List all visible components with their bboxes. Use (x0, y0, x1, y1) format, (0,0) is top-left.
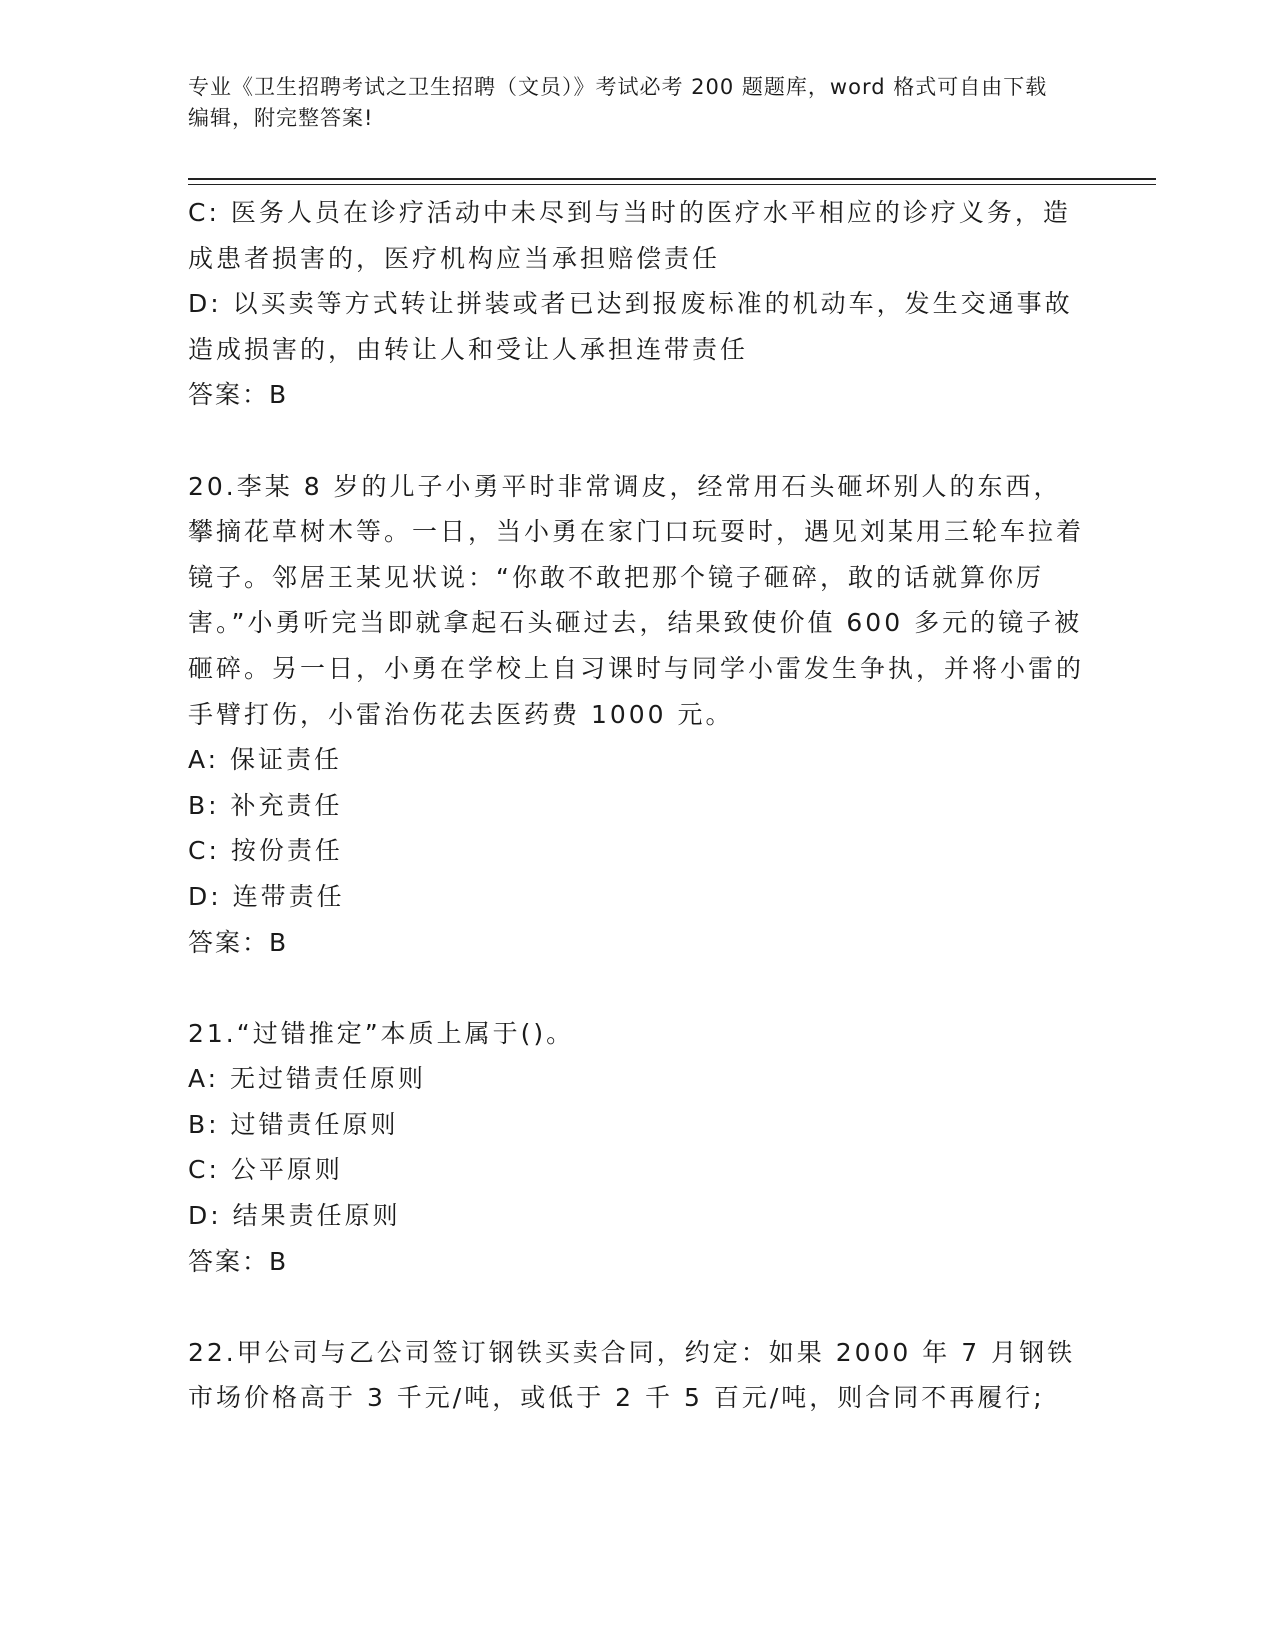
q22-stem: 22.甲公司与乙公司签订钢铁买卖合同，约定：如果 2000 年 7 月钢铁市场价格高于 3 千元/吨，或低于 2 千 5 百元/吨，则合同不再履行; (188, 1337, 1076, 1413)
q21-answer: 答案：B (188, 1246, 289, 1276)
header-divider-thin (188, 184, 1156, 185)
q19-option-c: C: 医务人员在诊疗活动中未尽到与当时的医疗水平相应的诊疗义务，造成患者损害的，医疗机构应当承担赔偿责任 (188, 198, 1071, 273)
q21-stem: 21.“过错推定”本质上属于()。 (188, 1018, 575, 1048)
spacer (188, 965, 1088, 1011)
q21-option-c: C: 公平原则 (188, 1155, 343, 1185)
q21-option-b: B: 过错责任原则 (188, 1109, 399, 1139)
document-header: 专业《卫生招聘考试之卫生招聘（文员）》考试必考 200 题题库，word 格式可自由下载编辑，附完整答案! (188, 75, 1048, 130)
q19-option-d: D: 以买卖等方式转让拼装或者已达到报废标准的机动车，发生交通事故造成损害的，由转让人和受让人承担连带责任 (188, 289, 1073, 364)
q21-option-a: A: 无过错责任原则 (188, 1064, 427, 1094)
q20-option-d: D: 连带责任 (188, 881, 345, 911)
spacer (188, 1284, 1088, 1330)
header-divider-thick (188, 178, 1156, 180)
spacer (188, 418, 1088, 464)
q20-option-a: A: 保证责任 (188, 745, 343, 775)
q20-answer: 答案：B (188, 927, 289, 957)
q20-stem: 20.李某 8 岁的儿子小勇平时非常调皮，经常用石头砸坏别人的东西，攀摘花草树木等。一日，当小勇在家门口玩耍时，遇见刘某用三轮车拉着镜子。邻居王某见状说：“你敢不敢把那个镜子砸碎，敢的话就算你厉害。”小勇听完当即就拿起石头砸过去，结果致使价值 600 多元的镜子被砸碎。另一日，小勇在学校上自习课时与同学小雷发生争执，并将小雷的手臂打伤，小雷治伤花去医药费 1000 元。 (188, 471, 1085, 729)
document-body (188, 190, 1088, 1421)
q20-option-c: C: 按份责任 (188, 836, 343, 866)
q19-answer: 答案：B (188, 380, 289, 410)
q20-option-b: B: 补充责任 (188, 790, 343, 820)
q21-option-d: D: 结果责任原则 (188, 1201, 401, 1231)
